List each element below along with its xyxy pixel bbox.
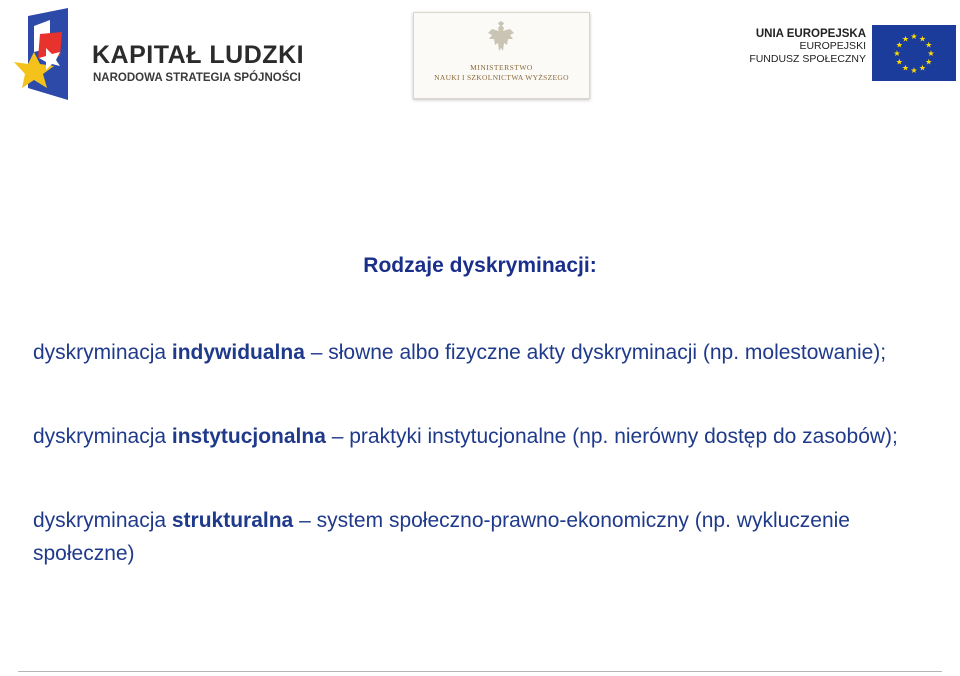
- eu-star-icon: ★: [918, 63, 927, 73]
- slide-title: Rodzaje dyskryminacji:: [363, 254, 597, 277]
- eu-line1: UNIA EUROPEJSKA: [755, 28, 866, 40]
- kapital-ludzki-title: KAPITAŁ LUDZKI: [92, 41, 305, 69]
- discrimination-item-individual: [33, 336, 933, 369]
- eu-star-icon: ★: [925, 40, 933, 50]
- footer-divider: [18, 671, 942, 672]
- eu-star-icon: ★: [925, 57, 933, 67]
- eu-flag-icon: [872, 25, 956, 81]
- ministry-name-line2: NAUKI I SZKOLNICTWA WYŻSZEGO: [434, 73, 569, 82]
- item-description: – system społeczno-prawno-ekonomiczny (np. wykluczenie społeczne): [33, 509, 850, 565]
- header-logos: [0, 0, 960, 110]
- ministry-logo: [413, 12, 590, 99]
- eu-star-icon: ★: [901, 34, 910, 44]
- eu-logo-text: [730, 28, 866, 66]
- eu-star-icon: ★: [918, 34, 927, 44]
- item-prefix: dyskryminacja: [33, 425, 172, 448]
- item-term: instytucjonalna: [171, 425, 326, 448]
- eu-star-icon: ★: [910, 32, 918, 41]
- eagle-emblem-icon: [486, 21, 516, 55]
- item-prefix: dyskryminacja: [33, 509, 172, 532]
- eu-star-icon: ★: [893, 49, 901, 58]
- discrimination-item-structural: [33, 504, 933, 570]
- discrimination-item-institutional: [33, 420, 933, 453]
- eu-line2: EUROPEJSKI: [799, 40, 866, 52]
- kapital-ludzki-emblem-icon: [10, 8, 80, 103]
- eu-star-icon: ★: [927, 49, 935, 58]
- item-description: – praktyki instytucjonalne (np. nierówny dostęp do zasobów);: [325, 425, 898, 448]
- ministry-name-line1: MINISTERSTWO: [470, 63, 533, 72]
- eu-star-icon: ★: [901, 63, 910, 73]
- item-description: – słowne albo fizyczne akty dyskryminacji (np. molestowanie);: [304, 341, 887, 364]
- eu-star-icon: ★: [910, 66, 918, 75]
- eu-star-icon: ★: [895, 57, 903, 67]
- kapital-ludzki-logo: [10, 8, 310, 103]
- item-term: indywidualna: [171, 341, 305, 364]
- item-term: strukturalna: [171, 509, 294, 532]
- eu-star-icon: ★: [895, 40, 903, 50]
- item-prefix: dyskryminacja: [33, 341, 172, 364]
- kapital-ludzki-subtitle: NARODOWA STRATEGIA SPÓJNOŚCI: [93, 72, 301, 84]
- eu-line3: FUNDUSZ SPOŁECZNY: [749, 53, 866, 65]
